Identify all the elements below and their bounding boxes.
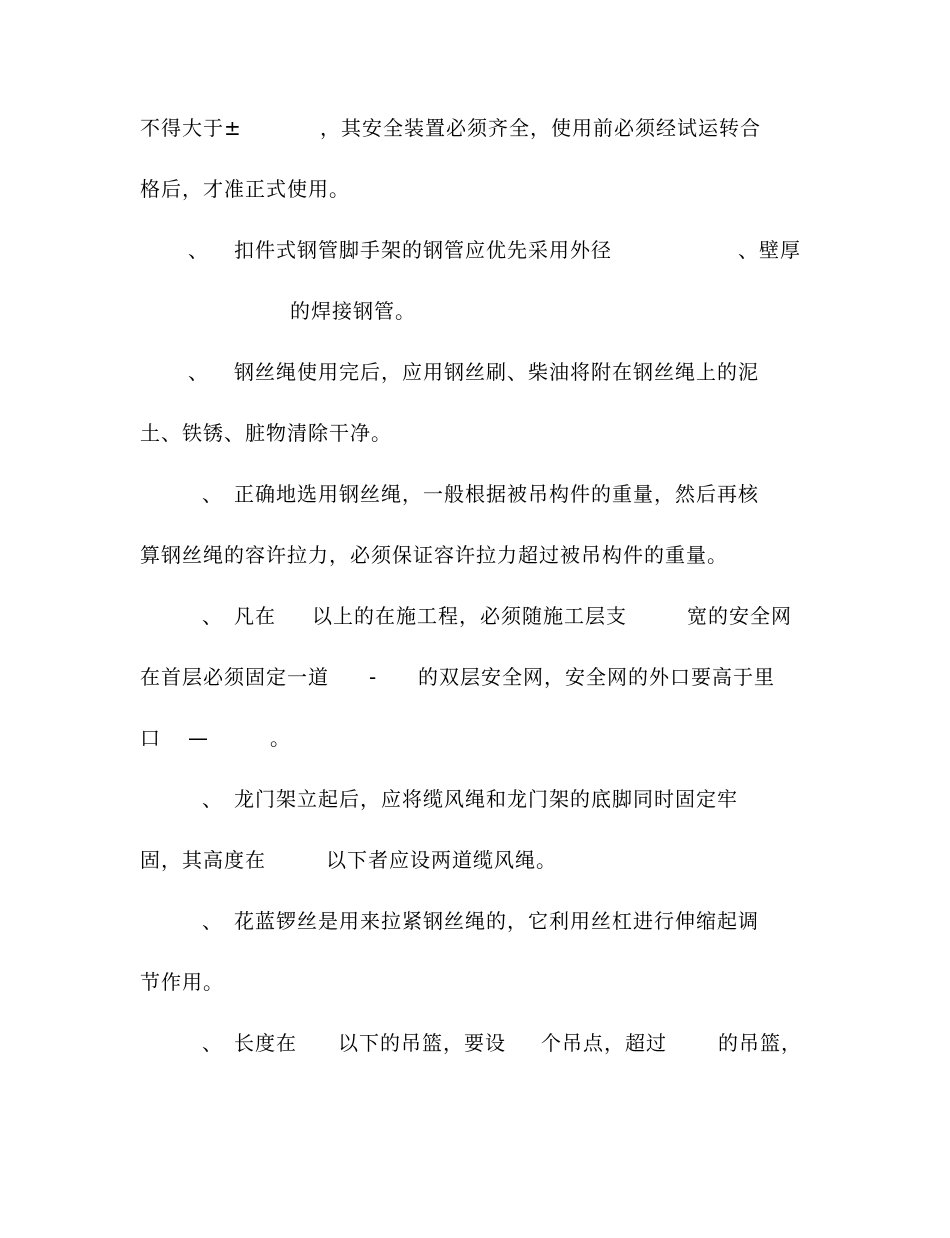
text-line-10 [140,662,820,692]
text-segment: - [369,665,378,689]
text-segment: 固，其高度在 [140,848,266,872]
list-marker: 、 [202,787,223,811]
text-segment: 凡在 [234,604,276,628]
text-line-12 [140,784,820,814]
text-line-4 [140,296,820,326]
list-marker: 、 [188,238,209,262]
text-segment: 以上的在施工程，必须随施工层支 [312,604,627,628]
text-segment: 宽的安全网 [687,604,792,628]
text-line-2 [140,174,820,204]
text-segment: 算钢丝绳的容许拉力，必须保证容许拉力超过被吊构件的重量。 [140,543,728,567]
text-segment: 不得大于± [140,116,242,140]
text-line-11 [140,723,820,753]
text-segment: 长度在 [234,1031,297,1055]
text-segment: 个吊点，超过 [541,1031,667,1055]
text-segment: 正确地选用钢丝绳，一般根据被吊构件的重量，然后再核 [234,482,759,506]
text-segment: 以下者应设两道缆风绳。 [326,848,557,872]
text-segment: 格后，才准正式使用。 [140,177,350,201]
text-segment: 以下的吊篮，要设 [338,1031,506,1055]
list-marker: 、 [202,604,223,628]
text-segment: 扣件式钢管脚手架的钢管应优先采用外径 [234,238,612,262]
text-segment: 、壁厚 [738,238,801,262]
text-line-7 [140,479,820,509]
text-line-3 [140,235,820,265]
text-segment: 龙门架立起后，应将缆风绳和龙门架的底脚同时固定牢 [234,787,738,811]
text-segment: 的吊篮， [718,1031,802,1055]
text-line-15 [140,967,820,997]
text-line-5 [140,357,820,387]
text-segment: 在首层必须固定一道 [140,665,329,689]
text-segment: 口 [140,726,161,750]
text-segment: 的焊接钢管。 [290,299,416,323]
text-segment: 的双层安全网，安全网的外口要高于里 [418,665,775,689]
text-segment: 。 [270,726,291,750]
list-marker: 、 [202,1031,223,1055]
text-line-8 [140,540,820,570]
text-line-9 [140,601,820,631]
text-line-14 [140,906,820,936]
list-marker: 、 [188,360,209,384]
list-marker: 、 [202,909,223,933]
text-segment: 节作用。 [140,970,224,994]
text-line-6 [140,418,820,448]
text-line-13 [140,845,820,875]
text-line-16 [140,1028,820,1058]
text-line-1 [140,113,820,143]
text-segment: 土、铁锈、脏物清除干净。 [140,421,392,445]
list-marker: 、 [202,482,223,506]
text-segment: 钢丝绳使用完后，应用钢丝刷、柴油将附在钢丝绳上的泥 [234,360,759,384]
text-segment: — [188,726,209,750]
text-segment: 花蓝锣丝是用来拉紧钢丝绳的，它利用丝杠进行伸缩起调 [234,909,759,933]
text-segment: ，其安全装置必须齐全，使用前必须经试运转合 [320,116,761,140]
